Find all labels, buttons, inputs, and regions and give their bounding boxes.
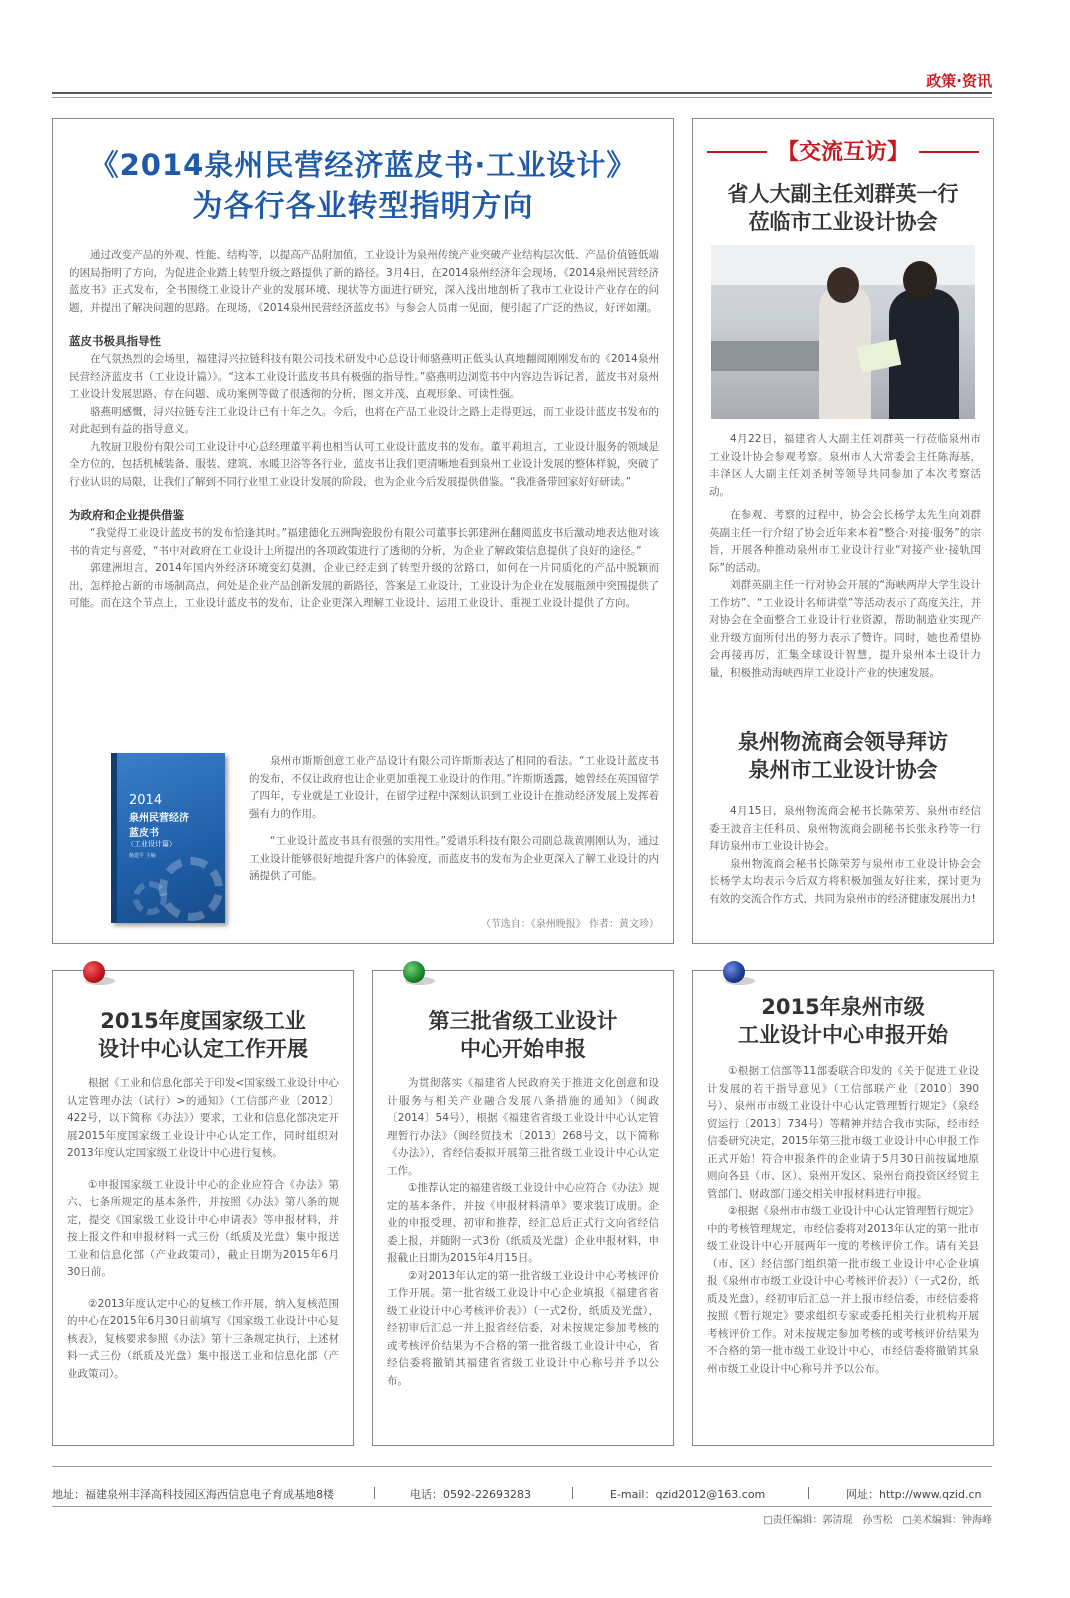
sidebar-article2-title-1: 泉州物流商会领导拜访: [738, 730, 948, 754]
card2-title-2: 中心开始申报: [460, 1037, 586, 1061]
pushpin-blue-icon: [723, 961, 745, 983]
card1-p2: ①申报国家级工业设计中心的企业应符合《办法》第六、七条所规定的基本条件，并按照《办法》第八条的规定，提交《国家级工业设计中心申请表》等申报材料，并按上报文件和申报材料一式三份（纸质及光盘）集中报送工业和信息化部（产业政策司），截止日期为2015年6月30日前。: [67, 1178, 339, 1278]
sidebar-article1-p3: 刘群英副主任一行对协会开展的“海峡两岸大学生设计工作坊”、“工业设计名师讲堂”等活动表示了高度关注，并对协会在全面整合工业设计行业资源，帮助制造业实现产业升级方面所付出的努力表示了赞许。同时，她也希望协会再接再厉，汇集全球设计智慧，提升泉州本土设计力量，积极推动海峡西岸工业设计产业的快速发展。: [709, 579, 981, 679]
pushpin-green-icon: [403, 961, 425, 983]
book-author: 杨建平 主编: [129, 853, 156, 859]
footer-address: 地址：福建泉州丰泽高科技园区海西信息电子育成基地8楼: [52, 1488, 334, 1501]
card2-title-1: 第三批省级工业设计: [428, 1009, 618, 1033]
footer-divider: [572, 1487, 573, 1499]
sidebar-article2-title-2: 泉州市工业设计协会: [748, 758, 938, 782]
main-s1-p3: 九牧厨卫股份有限公司工业设计中心总经理董平莉也相当认可工业设计蓝皮书的发布。董平莉坦言，工业设计服务的领域是全方位的，包括机械装备、服装、建筑、水暖卫浴等各行业，蓝皮书让我们更清晰地看到泉州工业设计发展的整体样貌，突破了行业认识的局限，让我们了解到不同行业里工业设计发展的阶段，也为企业今后发展提供借鉴。“我准备带回家好好研读。”: [69, 440, 659, 488]
card1-p3: ②2013年度认定中心的复核工作开展，纳入复核范围的中心在2015年6月30日前填写《国家级工业设计中心复核表》，复核要求参照《办法》第十三条规定执行，上述材料一式三份（纸质及光盘）集中报送工业和信息化部（产业政策司）。: [67, 1297, 339, 1380]
footer-rule: [52, 1466, 992, 1467]
column-label: 【交流互访】: [776, 140, 909, 165]
gear-small-icon: [133, 881, 167, 915]
sidebar-article1-p1: 4月22日，福建省人大副主任刘群英一行莅临泉州市工业设计协会参观考察。泉州市人大常委会主任陈海基，丰泽区人大副主任刘圣树等领导共同参加了本次考察活动。: [709, 433, 981, 498]
visit-photo: [711, 245, 975, 419]
sidebar-article1-body: [709, 431, 981, 682]
card2-p3: ②对2013年认定的第一批省级工业设计中心考核评价工作开展。第一批省级工业设计中心企业填报《福建省省级工业设计中心考核评价表》）（一式2份，纸质及光盘），经初审后汇总一并上报省经信委，对未按规定参加考核的或考核评价结果为不合格的第一批省级工业设计中心，省经信委将撤销其福建省省级工业设计中心称号并予以公布。: [387, 1269, 659, 1387]
main-article: [52, 118, 674, 944]
source-note: （节选自：《泉州晚报》 作者：黄文珍）: [480, 919, 659, 930]
card1-title-1: 2015年度国家级工业: [100, 1009, 306, 1033]
main-s1-p2: 骆燕明感慨，浔兴拉链专注工业设计已有十年之久。今后，也将在产品工业设计之路上走得更远，而工业设计蓝皮书发布的对此起到有益的指导意义。: [69, 405, 659, 435]
card1-body: [67, 1075, 339, 1383]
main-s2-p2: 郭建洲坦言，2014年国内外经济环境变幻莫测，企业已经走到了转型升级的岔路口，如何在一片同质化的产品中脱颖而出，怎样抢占新的市场制高点，何处是企业产品创新发展的新路径，答案是工业设计，工业设计为企业在发展瓶颈中突围提供了可能。而在这个节点上，工业设计蓝皮书的发布，让企业更深入理解工业设计、运用工业设计、重视工业设计提供了方向。: [69, 562, 659, 609]
main-s2-p3: 泉州市斯斯创意工业产品设计有限公司许斯斯表达了相同的看法。“工业设计蓝皮书的发布，不仅让政府也让企业更加重视工业设计的作用。”许斯斯透露，她曾经在英国留学了四年，专业就是工业设计，在留学过程中深刻认识到工业设计在推动经济发展上发挥着强有力的作用。: [249, 755, 659, 820]
book-subtitle: （工业设计篇）: [127, 840, 176, 848]
sidebar-article2-body: [709, 803, 981, 908]
card3-title-1: 2015年泉州市级: [761, 995, 925, 1019]
sidebar-exchange: [692, 118, 994, 944]
footer-website: 网址：http://www.qzid.cn: [846, 1488, 982, 1501]
card-national: [52, 970, 354, 1446]
footer-divider: [374, 1487, 375, 1499]
header-rule: [52, 92, 992, 98]
main-heading1: 蓝皮书极具指导性: [69, 334, 161, 348]
footer-editors: □责任编辑：郭清琨 孙雪松 □美术编辑：钟海峰: [763, 1515, 992, 1526]
card3-p2: ②根据《泉州市市级工业设计中心认定管理暂行规定》中的考核管理规定，市经信委将对2013年认定的第一批市级工业设计中心开展两年一度的考核评价工作。请有关县（市、区）经信部门组织第一批市级工业设计中心企业填报《泉州市市级工业设计中心考核评价表》）（一式2份，纸质及光盘），经初审后汇总一并上报市经信委，市经信委将按照《暂行规定》要求组织专家或委托相关行业机构开展考核评价工作。对未按规定参加考核的或考核评价结果为不合格的第一批市级工业设计中心，市经信委将撤销其泉州市级工业设计中心称号并予以公布。: [707, 1205, 979, 1375]
sidebar-article2-p2: 泉州物流商会秘书长陈荣芳与泉州市工业设计协会会长杨学太均表示今后双方将积极加强友好往来，探讨更为有效的交流合作方式，共同为泉州市的经济健康发展出力!: [709, 857, 981, 905]
main-heading2: 为政府和企业提供借鉴: [69, 508, 184, 522]
photo-person-right-head: [903, 261, 937, 299]
sidebar-article1-title-2: 莅临市工业设计协会: [748, 210, 938, 234]
card3-p1: ①根据工信部等11部委联合印发的《关于促进工业设计发展的若干指导意见》（工信部联产业〔2010〕390号）、泉州市市级工业设计中心认定管理暂行规定》（泉经贸运行〔2013〕734号）等精神并结合我市实际，经市经信委研究决定，2015年第三批市级工业设计中心申报工作正式开始！符合申报条件的企业请于5月30日前按属地原则向各县（市、区）、泉州开发区、泉州台商投资区经贸主管部门、财政部门递交相关申报材料进行申报。: [707, 1065, 979, 1200]
photo-person-right: [889, 289, 959, 419]
footer-phone: 电话：0592-22693283: [410, 1488, 531, 1501]
card2-p1: 为贯彻落实《福建省人民政府关于推进文化创意和设计服务与相关产业融合发展八条措施的通知》（闽政〔2014〕54号），根据《福建省省级工业设计中心认定管理暂行办法》（闽经贸技术〔2013〕268号文，以下简称《办法》），省经信委拟开展第三批省级工业设计中心认定工作。: [387, 1077, 659, 1177]
book-cover-image: [111, 753, 225, 923]
sidebar-article1-p2: 在参观、考察的过程中，协会会长杨学太先生向刘群英副主任一行介绍了协会近年来本着“整合·对接·服务”的宗旨，开展各种推动泉州市工业设计行业“对接产业·接轨国际”的活动。: [709, 509, 981, 574]
main-intro: 通过改变产品的外观、性能、结构等，以提高产品附加值，工业设计为泉州传统产业突破产业结构层次低、产品价值链低端的困局指明了方向，为促进企业踏上转型升级之路提供了新的路径。3月4日，在2014泉州经济年会现场，《2014泉州民营经济蓝皮书》正式发布，全书围绕工业设计产业的发展环境、现状等方面进行研究，深入浅出地剖析了我市工业设计产业存在的问题，并提出了解决问题的思路。在现场，《2014泉州民营经济蓝皮书》与参会人员甫一见面，便引起了广泛的热议，好评如潮。: [69, 249, 659, 314]
footer-email: E-mail：qzid2012@163.com: [610, 1488, 766, 1501]
main-s2-p4: “工业设计蓝皮书具有很强的实用性。”爱谱乐科技有限公司副总裁黄刚刚认为，通过工业设计能够很好地提升客户的体验度，而蓝皮书的发布为企业更深入了解工业设计的内涵提供了可能。: [249, 835, 659, 882]
footer-rule-bottom: [52, 1506, 992, 1507]
pushpin-red-icon: [83, 961, 105, 983]
card1-title-2: 设计中心认定工作开展: [98, 1037, 308, 1061]
card-provincial: [372, 970, 674, 1446]
card-municipal: [692, 970, 994, 1446]
main-body-bottom: [249, 753, 659, 886]
footer-divider: [808, 1487, 809, 1499]
book-title-1: 泉州民营经济: [129, 813, 189, 824]
main-body-top: [69, 247, 659, 613]
sidebar-article1-title-1: 省人大副主任刘群英一行: [727, 182, 959, 206]
card3-body: [707, 1063, 979, 1378]
photo-person-left-head: [827, 267, 859, 303]
book-year: 2014: [129, 793, 163, 808]
card1-p1: 根据《工业和信息化部关于印发<国家级工业设计中心认定管理办法（试行）>的通知》（工信部产业〔2012〕422号，以下简称《办法》）要求，工业和信息化部决定开展2015年度国家级工业设计中心认定工作，同时组织对2013年度认定国家级工业设计中心进行复核。: [67, 1077, 339, 1159]
card3-title-2: 工业设计中心申报开始: [738, 1023, 948, 1047]
main-s2-p1: “我觉得工业设计蓝皮书的发布恰逢其时。”福建德化五洲陶瓷股份有限公司董事长郭建洲在翻阅蓝皮书后激动地表达他对该书的肯定与喜爱，“书中对政府在工业设计上所提出的各项政策进行了透彻的分析，为企业了解政策信息提供了良好的途径。”: [69, 527, 659, 557]
book-title-2: 蓝皮书: [129, 828, 159, 839]
main-title-line2: 为各行各业转型指明方向: [192, 189, 534, 224]
card2-body: [387, 1075, 659, 1390]
book-spine: [111, 753, 117, 923]
column-label-rule-right: [919, 151, 979, 153]
main-title-line1: 《2014泉州民营经济蓝皮书·工业设计》: [89, 148, 637, 182]
section-label: 政策·资讯: [926, 72, 992, 90]
gear-decoration-icon: [159, 857, 223, 921]
main-s1-p1: 在气氛热烈的会场里，福建浔兴拉链科技有限公司技术研发中心总设计师骆燕明正低头认真地翻阅刚刚发布的《2014泉州民营经济蓝皮书（工业设计篇）》。“这本工业设计蓝皮书具有极强的指导性。”骆燕明边浏览书中内容边告诉记者，蓝皮书对泉州工业设计发展思路、存在问题、成功案例等做了很透彻的分析，图文并茂、直观形象、可读性强。: [69, 353, 659, 400]
card2-p2: ①推荐认定的福建省级工业设计中心应符合《办法》规定的基本条件，并按《申报材料清单》要求装订成册。企业的申报受理、初审和推荐，经汇总后正式行文向省经信委上报，并随附一式3份（纸质及光盘）企业申报材料，申报截止日期为2015年4月15日。: [387, 1182, 659, 1264]
sidebar-article2-p1: 4月15日，泉州物流商会秘书长陈荣芳、泉州市经信委王波音主任科员、泉州物流商会副秘书长张永矜等一行拜访泉州市工业设计协会。: [709, 805, 981, 852]
